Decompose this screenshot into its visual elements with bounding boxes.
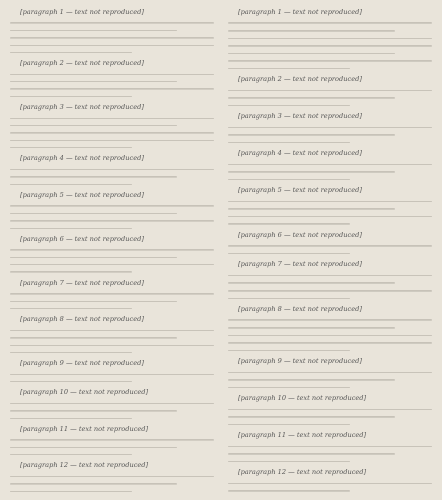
text-line xyxy=(228,282,395,284)
paragraph-placeholder-text: [paragraph 9 — text not reproduced] xyxy=(20,359,144,368)
text-line xyxy=(10,213,177,214)
paragraph xyxy=(228,305,432,313)
paragraph-placeholder-text: [paragraph 11 — text not reproduced] xyxy=(20,424,149,433)
text-line xyxy=(228,416,395,418)
paragraph-placeholder-text: [paragraph 10 — text not reproduced] xyxy=(238,394,367,403)
paragraph-placeholder-text: [paragraph 12 — text not reproduced] xyxy=(20,461,149,470)
text-line xyxy=(228,208,395,210)
text-line xyxy=(10,271,132,272)
text-line xyxy=(228,372,432,374)
text-line xyxy=(228,142,350,144)
text-line xyxy=(228,216,432,218)
paragraph-placeholder-text: [paragraph 4 — text not reproduced] xyxy=(20,154,144,163)
paragraph xyxy=(10,388,214,396)
text-line xyxy=(228,53,395,55)
paragraph-placeholder-text: [paragraph 7 — text not reproduced] xyxy=(238,260,362,269)
paragraph-placeholder-text: [paragraph 7 — text not reproduced] xyxy=(20,278,144,287)
text-line xyxy=(228,483,432,485)
text-line xyxy=(10,132,214,133)
paragraph xyxy=(10,235,214,243)
text-line xyxy=(10,491,132,492)
text-line xyxy=(10,403,214,404)
text-line xyxy=(10,301,177,302)
paragraph-placeholder-text: [paragraph 1 — text not reproduced] xyxy=(238,8,362,16)
text-line xyxy=(10,476,214,477)
text-line xyxy=(228,387,350,389)
text-line xyxy=(10,293,214,294)
text-line xyxy=(228,379,395,381)
paragraph xyxy=(228,75,432,83)
paragraph xyxy=(228,468,432,476)
text-line xyxy=(228,290,432,292)
paragraph xyxy=(228,431,432,439)
paragraph-placeholder-text: [paragraph 1 — text not reproduced] xyxy=(20,8,144,16)
paragraph-placeholder-text: [paragraph 8 — text not reproduced] xyxy=(20,315,144,324)
text-line xyxy=(10,96,132,97)
text-line xyxy=(10,184,132,185)
text-line xyxy=(228,342,432,344)
paragraph-placeholder-text: [paragraph 11 — text not reproduced] xyxy=(238,431,367,440)
text-line xyxy=(10,220,214,221)
text-line xyxy=(228,45,432,47)
paragraph xyxy=(10,154,214,162)
text-line xyxy=(10,447,177,448)
right-column xyxy=(228,8,432,492)
paragraph-placeholder-text: [paragraph 3 — text not reproduced] xyxy=(238,112,362,121)
text-line xyxy=(228,127,432,129)
text-line xyxy=(228,179,350,181)
paragraph-placeholder-text: [paragraph 5 — text not reproduced] xyxy=(20,191,144,199)
text-line xyxy=(228,105,350,107)
text-line xyxy=(10,410,177,411)
left-column xyxy=(10,8,214,492)
paragraph xyxy=(228,231,432,239)
text-line xyxy=(228,319,432,321)
paragraph xyxy=(10,315,214,323)
text-line xyxy=(228,453,395,455)
text-line xyxy=(10,439,214,440)
paragraph-placeholder-text: [paragraph 10 — text not reproduced] xyxy=(20,388,149,397)
text-line xyxy=(10,264,214,265)
text-line xyxy=(228,245,432,247)
text-line xyxy=(10,52,132,53)
text-line xyxy=(228,38,432,40)
paragraph xyxy=(10,191,214,199)
text-line xyxy=(10,352,132,353)
text-line xyxy=(10,81,177,82)
text-line xyxy=(228,223,350,225)
text-line xyxy=(10,30,177,31)
text-line xyxy=(10,257,177,258)
text-line xyxy=(10,454,132,455)
text-line xyxy=(228,171,395,173)
text-line xyxy=(10,176,177,177)
paragraph xyxy=(228,112,432,120)
paragraph xyxy=(228,186,432,194)
text-line xyxy=(10,228,132,229)
text-line xyxy=(10,381,132,382)
paragraph xyxy=(10,461,214,469)
text-line xyxy=(228,134,395,136)
text-line xyxy=(10,45,214,46)
text-line xyxy=(228,97,395,99)
text-line xyxy=(228,253,350,255)
text-line xyxy=(10,140,214,141)
paragraph-placeholder-text: [paragraph 9 — text not reproduced] xyxy=(238,357,362,366)
text-line xyxy=(228,90,432,92)
paragraph xyxy=(228,394,432,402)
text-line xyxy=(228,68,350,70)
text-line xyxy=(10,249,214,250)
paragraph xyxy=(10,359,214,367)
paragraph-placeholder-text: [paragraph 3 — text not reproduced] xyxy=(20,103,144,112)
text-line xyxy=(10,125,177,126)
text-line xyxy=(228,409,432,411)
text-line xyxy=(10,22,214,23)
text-line xyxy=(228,60,432,62)
text-line xyxy=(10,169,214,170)
text-line xyxy=(228,350,350,352)
paragraph xyxy=(228,8,432,16)
paragraph xyxy=(228,357,432,365)
text-line xyxy=(228,30,395,32)
paragraph xyxy=(10,8,214,16)
text-line xyxy=(228,327,395,329)
paragraph-placeholder-text: [paragraph 5 — text not reproduced] xyxy=(238,186,362,195)
text-line xyxy=(10,74,214,75)
text-line xyxy=(10,118,214,119)
paragraph-placeholder-text: [paragraph 8 — text not reproduced] xyxy=(238,305,362,314)
paragraph-placeholder-text: [paragraph 6 — text not reproduced] xyxy=(238,230,362,239)
text-line xyxy=(228,164,432,166)
text-line xyxy=(10,308,132,309)
text-line xyxy=(10,37,214,38)
paragraph xyxy=(10,103,214,111)
text-line xyxy=(10,418,132,419)
text-line xyxy=(10,330,214,331)
text-line xyxy=(10,205,214,206)
text-line xyxy=(228,298,350,300)
text-line xyxy=(228,461,350,463)
paragraph-placeholder-text: [paragraph 2 — text not reproduced] xyxy=(20,59,144,68)
text-line xyxy=(10,147,132,148)
text-line xyxy=(10,88,214,89)
paragraph xyxy=(228,260,432,268)
text-line xyxy=(10,337,177,338)
text-line xyxy=(228,201,432,203)
paragraph xyxy=(228,149,432,157)
text-line xyxy=(10,345,214,346)
text-line xyxy=(228,424,350,426)
text-line xyxy=(10,483,177,484)
text-line xyxy=(228,335,432,337)
paragraph-placeholder-text: [paragraph 4 — text not reproduced] xyxy=(238,149,362,158)
text-line xyxy=(228,22,432,24)
text-line xyxy=(228,275,432,277)
paragraph-placeholder-text: [paragraph 12 — text not reproduced] xyxy=(238,468,367,477)
paragraph xyxy=(10,425,214,433)
paragraph xyxy=(10,279,214,287)
paragraph-placeholder-text: [paragraph 2 — text not reproduced] xyxy=(238,75,362,84)
text-line xyxy=(10,374,214,375)
text-line xyxy=(228,446,432,448)
text-line xyxy=(228,490,350,492)
paragraph-placeholder-text: [paragraph 6 — text not reproduced] xyxy=(20,234,144,243)
paragraph xyxy=(10,59,214,67)
